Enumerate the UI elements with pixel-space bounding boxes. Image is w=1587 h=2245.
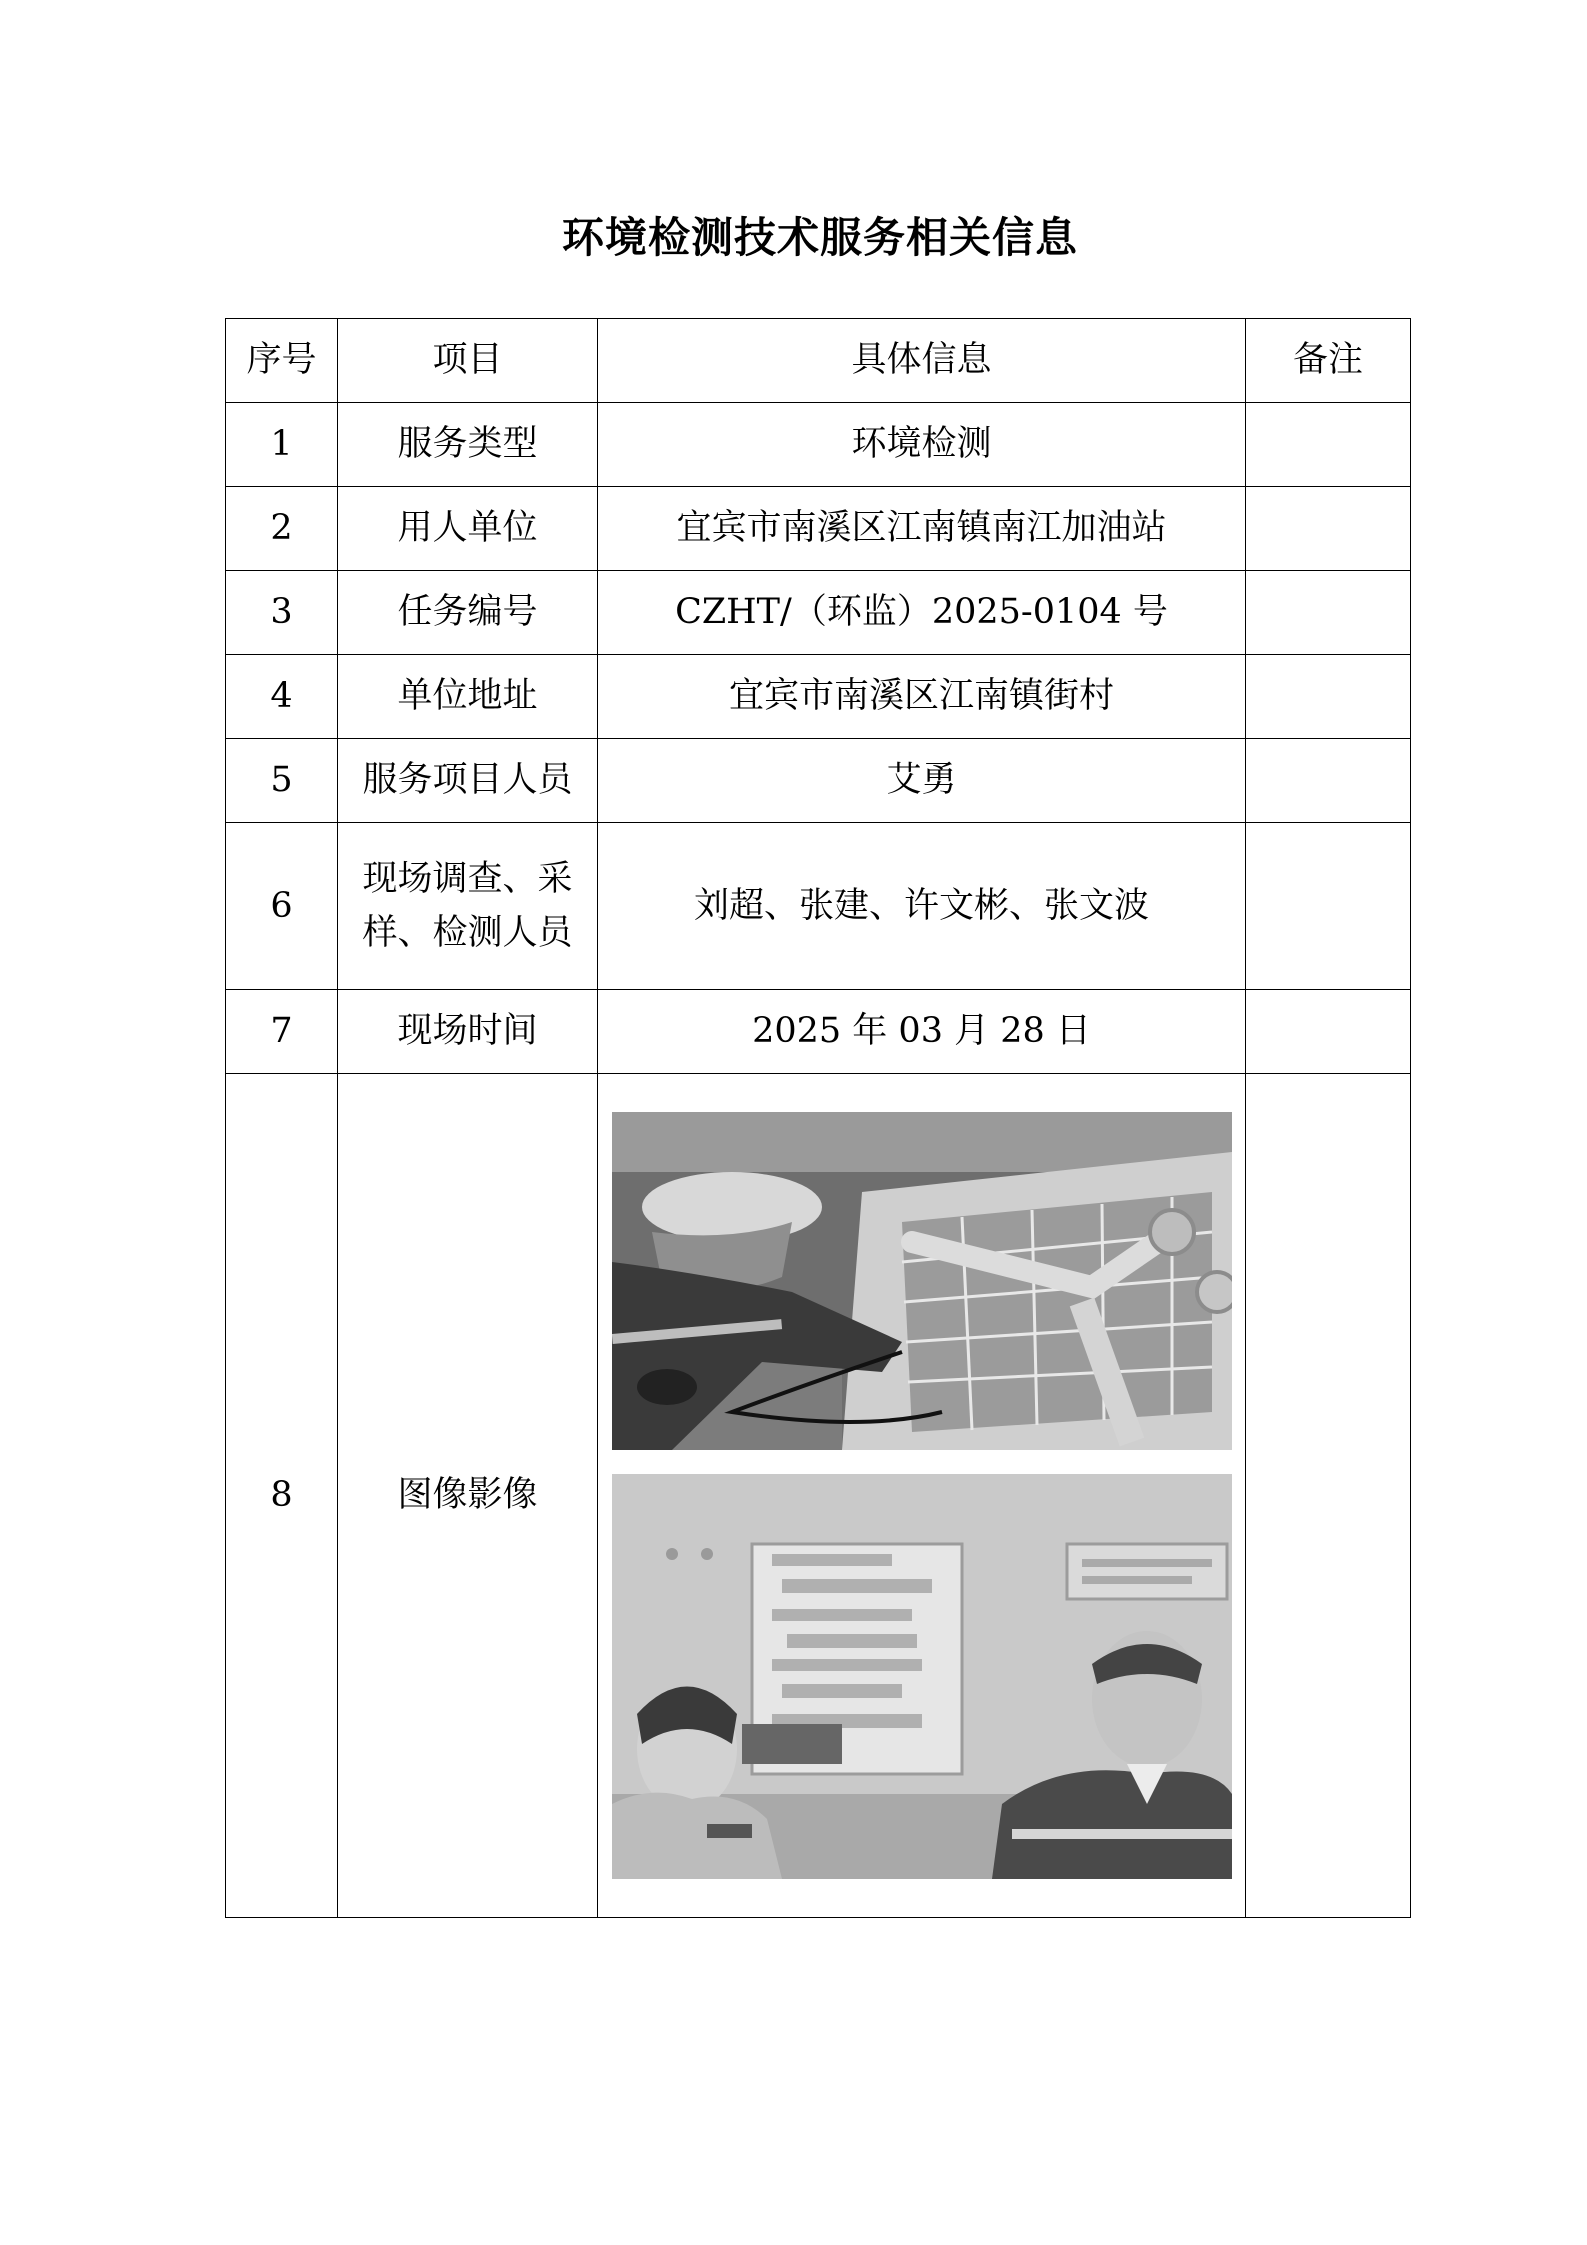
table-header-row: [226, 319, 1411, 403]
row-no: 7: [226, 990, 338, 1074]
table-row: [226, 739, 1411, 823]
table-row: [226, 1074, 1411, 1918]
photo-two-staff-icon: [612, 1474, 1232, 1879]
row-info: CZHT/（环监）2025-0104 号: [598, 571, 1246, 655]
row-item: 用人单位: [338, 487, 598, 571]
row-no: 8: [226, 1074, 338, 1918]
table-row: [226, 823, 1411, 990]
table-row: [226, 571, 1411, 655]
table-row: [226, 655, 1411, 739]
row-item: 服务项目人员: [338, 739, 598, 823]
table-row: [226, 487, 1411, 571]
row-item: 服务类型: [338, 403, 598, 487]
row-note: [1246, 487, 1411, 571]
info-table: [225, 318, 1411, 1918]
row-note: [1246, 990, 1411, 1074]
row-no: 3: [226, 571, 338, 655]
photo-list: [598, 1112, 1245, 1879]
row-info: 宜宾市南溪区江南镇街村: [598, 655, 1246, 739]
row-item: 现场时间: [338, 990, 598, 1074]
photo-worker-sampling-icon: [612, 1112, 1232, 1450]
row-item-line: 现场调查、采: [362, 858, 573, 899]
table-row: [226, 403, 1411, 487]
row-info: 2025 年 03 月 28 日: [598, 990, 1246, 1074]
row-note: [1246, 823, 1411, 990]
row-item: 单位地址: [338, 655, 598, 739]
row-no: 1: [226, 403, 338, 487]
header-item: 项目: [338, 319, 598, 403]
row-item: [338, 823, 598, 990]
row-info: 宜宾市南溪区江南镇南江加油站: [598, 487, 1246, 571]
row-info: 刘超、张建、许文彬、张文波: [598, 823, 1246, 990]
row-note: [1246, 1074, 1411, 1918]
header-no: 序号: [226, 319, 338, 403]
row-note: [1246, 571, 1411, 655]
row-info: 艾勇: [598, 739, 1246, 823]
row-item: 任务编号: [338, 571, 598, 655]
header-note: 备注: [1246, 319, 1411, 403]
table-row: [226, 990, 1411, 1074]
header-info: 具体信息: [598, 319, 1246, 403]
row-note: [1246, 655, 1411, 739]
row-no: 5: [226, 739, 338, 823]
row-note: [1246, 403, 1411, 487]
row-info: [598, 1074, 1246, 1918]
row-info: 环境检测: [598, 403, 1246, 487]
row-item: 图像影像: [338, 1074, 598, 1918]
row-no: 6: [226, 823, 338, 990]
document-title: 环境检测技术服务相关信息: [561, 213, 1078, 262]
row-item-line: 样、检测人员: [362, 913, 573, 953]
row-no: 2: [226, 487, 338, 571]
row-note: [1246, 739, 1411, 823]
row-no: 4: [226, 655, 338, 739]
